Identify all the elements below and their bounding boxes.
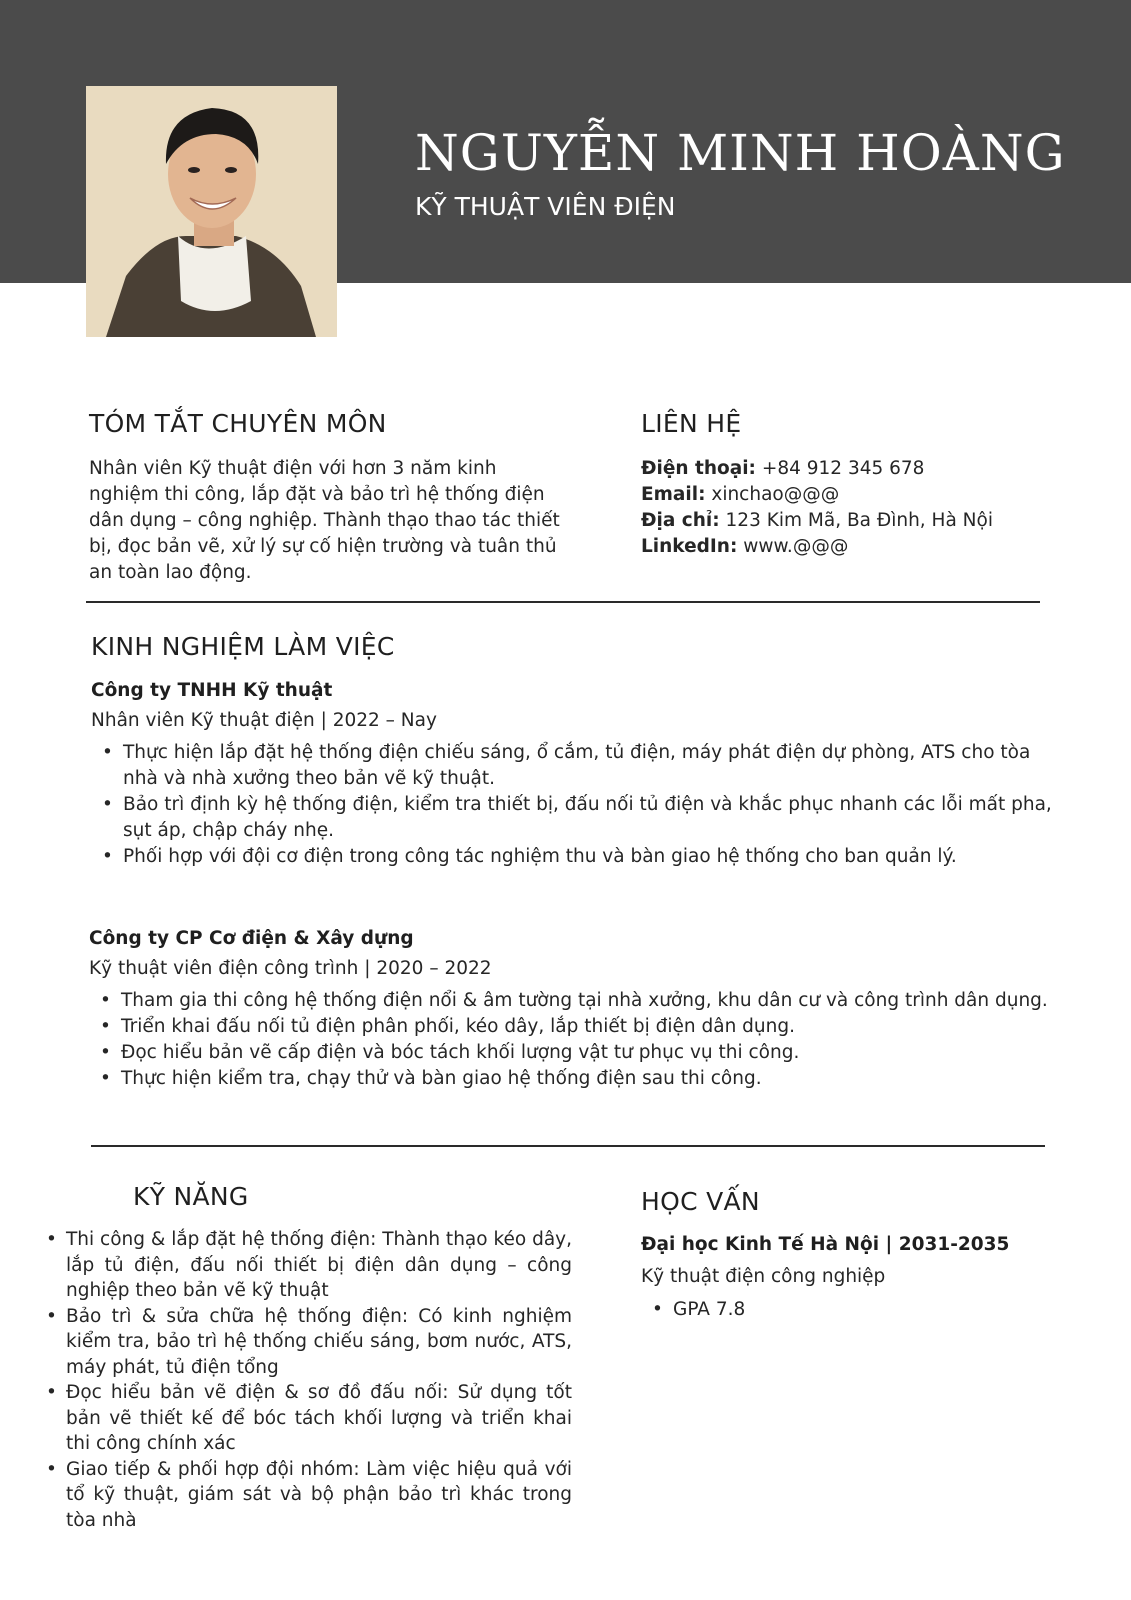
contact-email-value: xinchao@@@ xyxy=(705,484,840,505)
contact-email xyxy=(641,482,993,508)
education-major: Kỹ thuật điện công nghiệp xyxy=(641,1266,886,1287)
contact-address-label: Địa chỉ: xyxy=(641,510,720,531)
contact-block xyxy=(641,456,993,560)
skill-item: • Thi công & lắp đặt hệ thống điện: Thành thạo kéo dây, lắp tủ điện, đấu nối thiết bị điện dân dụng – công nghiệp theo bản vẽ kỹ thuật xyxy=(42,1227,572,1304)
job-1-company: Công ty TNHH Kỹ thuật xyxy=(91,680,333,701)
job-2-role: Kỹ thuật viên điện công trình | 2020 – 2022 xyxy=(89,958,492,979)
divider-bottom xyxy=(91,1145,1045,1147)
job-2-company: Công ty CP Cơ điện & Xây dựng xyxy=(89,928,414,949)
experience-heading: KINH NGHIỆM LÀM VIỆC xyxy=(91,632,395,661)
education-heading: HỌC VẤN xyxy=(641,1187,760,1216)
job-2-bullet: • Tham gia thi công hệ thống điện nổi & âm tường tại nhà xưởng, khu dân cư và công trình dân dụng. xyxy=(89,988,1051,1014)
contact-linkedin-value: www.@@@ xyxy=(737,536,849,557)
summary-heading: TÓM TẮT CHUYÊN MÔN xyxy=(89,409,387,438)
contact-linkedin xyxy=(641,534,993,560)
skills-heading: KỸ NĂNG xyxy=(133,1182,249,1211)
job-2-bullets xyxy=(89,988,1051,1092)
contact-phone xyxy=(641,456,993,482)
skills-list xyxy=(42,1227,572,1533)
job-1-bullet: • Phối hợp với đội cơ điện trong công tác nghiệm thu và bàn giao hệ thống cho ban quản lý. xyxy=(91,844,1053,870)
contact-address-value: 123 Kim Mã, Ba Đình, Hà Nội xyxy=(719,510,993,531)
contact-linkedin-label: LinkedIn: xyxy=(641,536,738,557)
skill-item: • Giao tiếp & phối hợp đội nhóm: Làm việc hiệu quả với tổ kỹ thuật, giám sát và bộ phận bảo trì khác trong tòa nhà xyxy=(42,1457,572,1534)
job-1-role: Nhân viên Kỹ thuật điện | 2022 – Nay xyxy=(91,710,437,731)
candidate-name: NGUYỄN MINH HOÀNG xyxy=(415,124,1066,182)
contact-phone-value: +84 912 345 678 xyxy=(755,458,925,479)
job-2-bullet: • Thực hiện kiểm tra, chạy thử và bàn giao hệ thống điện sau thi công. xyxy=(89,1066,1051,1092)
contact-email-label: Email: xyxy=(641,484,706,505)
profile-photo xyxy=(86,86,337,337)
contact-heading: LIÊN HỆ xyxy=(641,409,742,438)
job-1-bullet: • Thực hiện lắp đặt hệ thống điện chiếu sáng, ổ cắm, tủ điện, máy phát điện dự phòng, ATS cho tòa nhà và nhà xưởng theo bản vẽ kỹ thuật. xyxy=(91,740,1053,792)
job-1-bullet: • Bảo trì định kỳ hệ thống điện, kiểm tra thiết bị, đấu nối tủ điện và khắc phục nhanh các lỗi mất pha, sụt áp, chập cháy nhẹ. xyxy=(91,792,1053,844)
education-school: Đại học Kinh Tế Hà Nội | 2031-2035 xyxy=(641,1234,1010,1255)
contact-address xyxy=(641,508,993,534)
job-1-bullets xyxy=(91,740,1053,870)
summary-text: Nhân viên Kỹ thuật điện với hơn 3 năm kinh nghiệm thi công, lắp đặt và bảo trì hệ thống điện dân dụng – công nghiệp. Thành thạo thao tác thiết bị, đọc bản vẽ, xử lý sự cố hiện trường và tuân thủ an toàn lao động. xyxy=(89,458,560,583)
skill-item: • Bảo trì & sửa chữa hệ thống điện: Có kinh nghiệm kiểm tra, bảo trì hệ thống chiếu sáng, bơm nước, ATS, máy phát, tủ điện tổng xyxy=(42,1304,572,1381)
education-gpa: • GPA 7.8 xyxy=(641,1297,1041,1323)
job-title: KỸ THUẬT VIÊN ĐIỆN xyxy=(415,192,676,221)
job-2-bullet: • Triển khai đấu nối tủ điện phân phối, kéo dây, lắp thiết bị điện dân dụng. xyxy=(89,1014,1051,1040)
job-2-bullet: • Đọc hiểu bản vẽ cấp điện và bóc tách khối lượng vật tư phục vụ thi công. xyxy=(89,1040,1051,1066)
divider-top xyxy=(86,601,1040,603)
education-bullets xyxy=(641,1297,1041,1323)
contact-phone-label: Điện thoại: xyxy=(641,458,756,479)
skill-item: • Đọc hiểu bản vẽ điện & sơ đồ đấu nối: Sử dụng tốt bản vẽ thiết kế để bóc tách khối lượng và triển khai thi công chính xác xyxy=(42,1380,572,1457)
